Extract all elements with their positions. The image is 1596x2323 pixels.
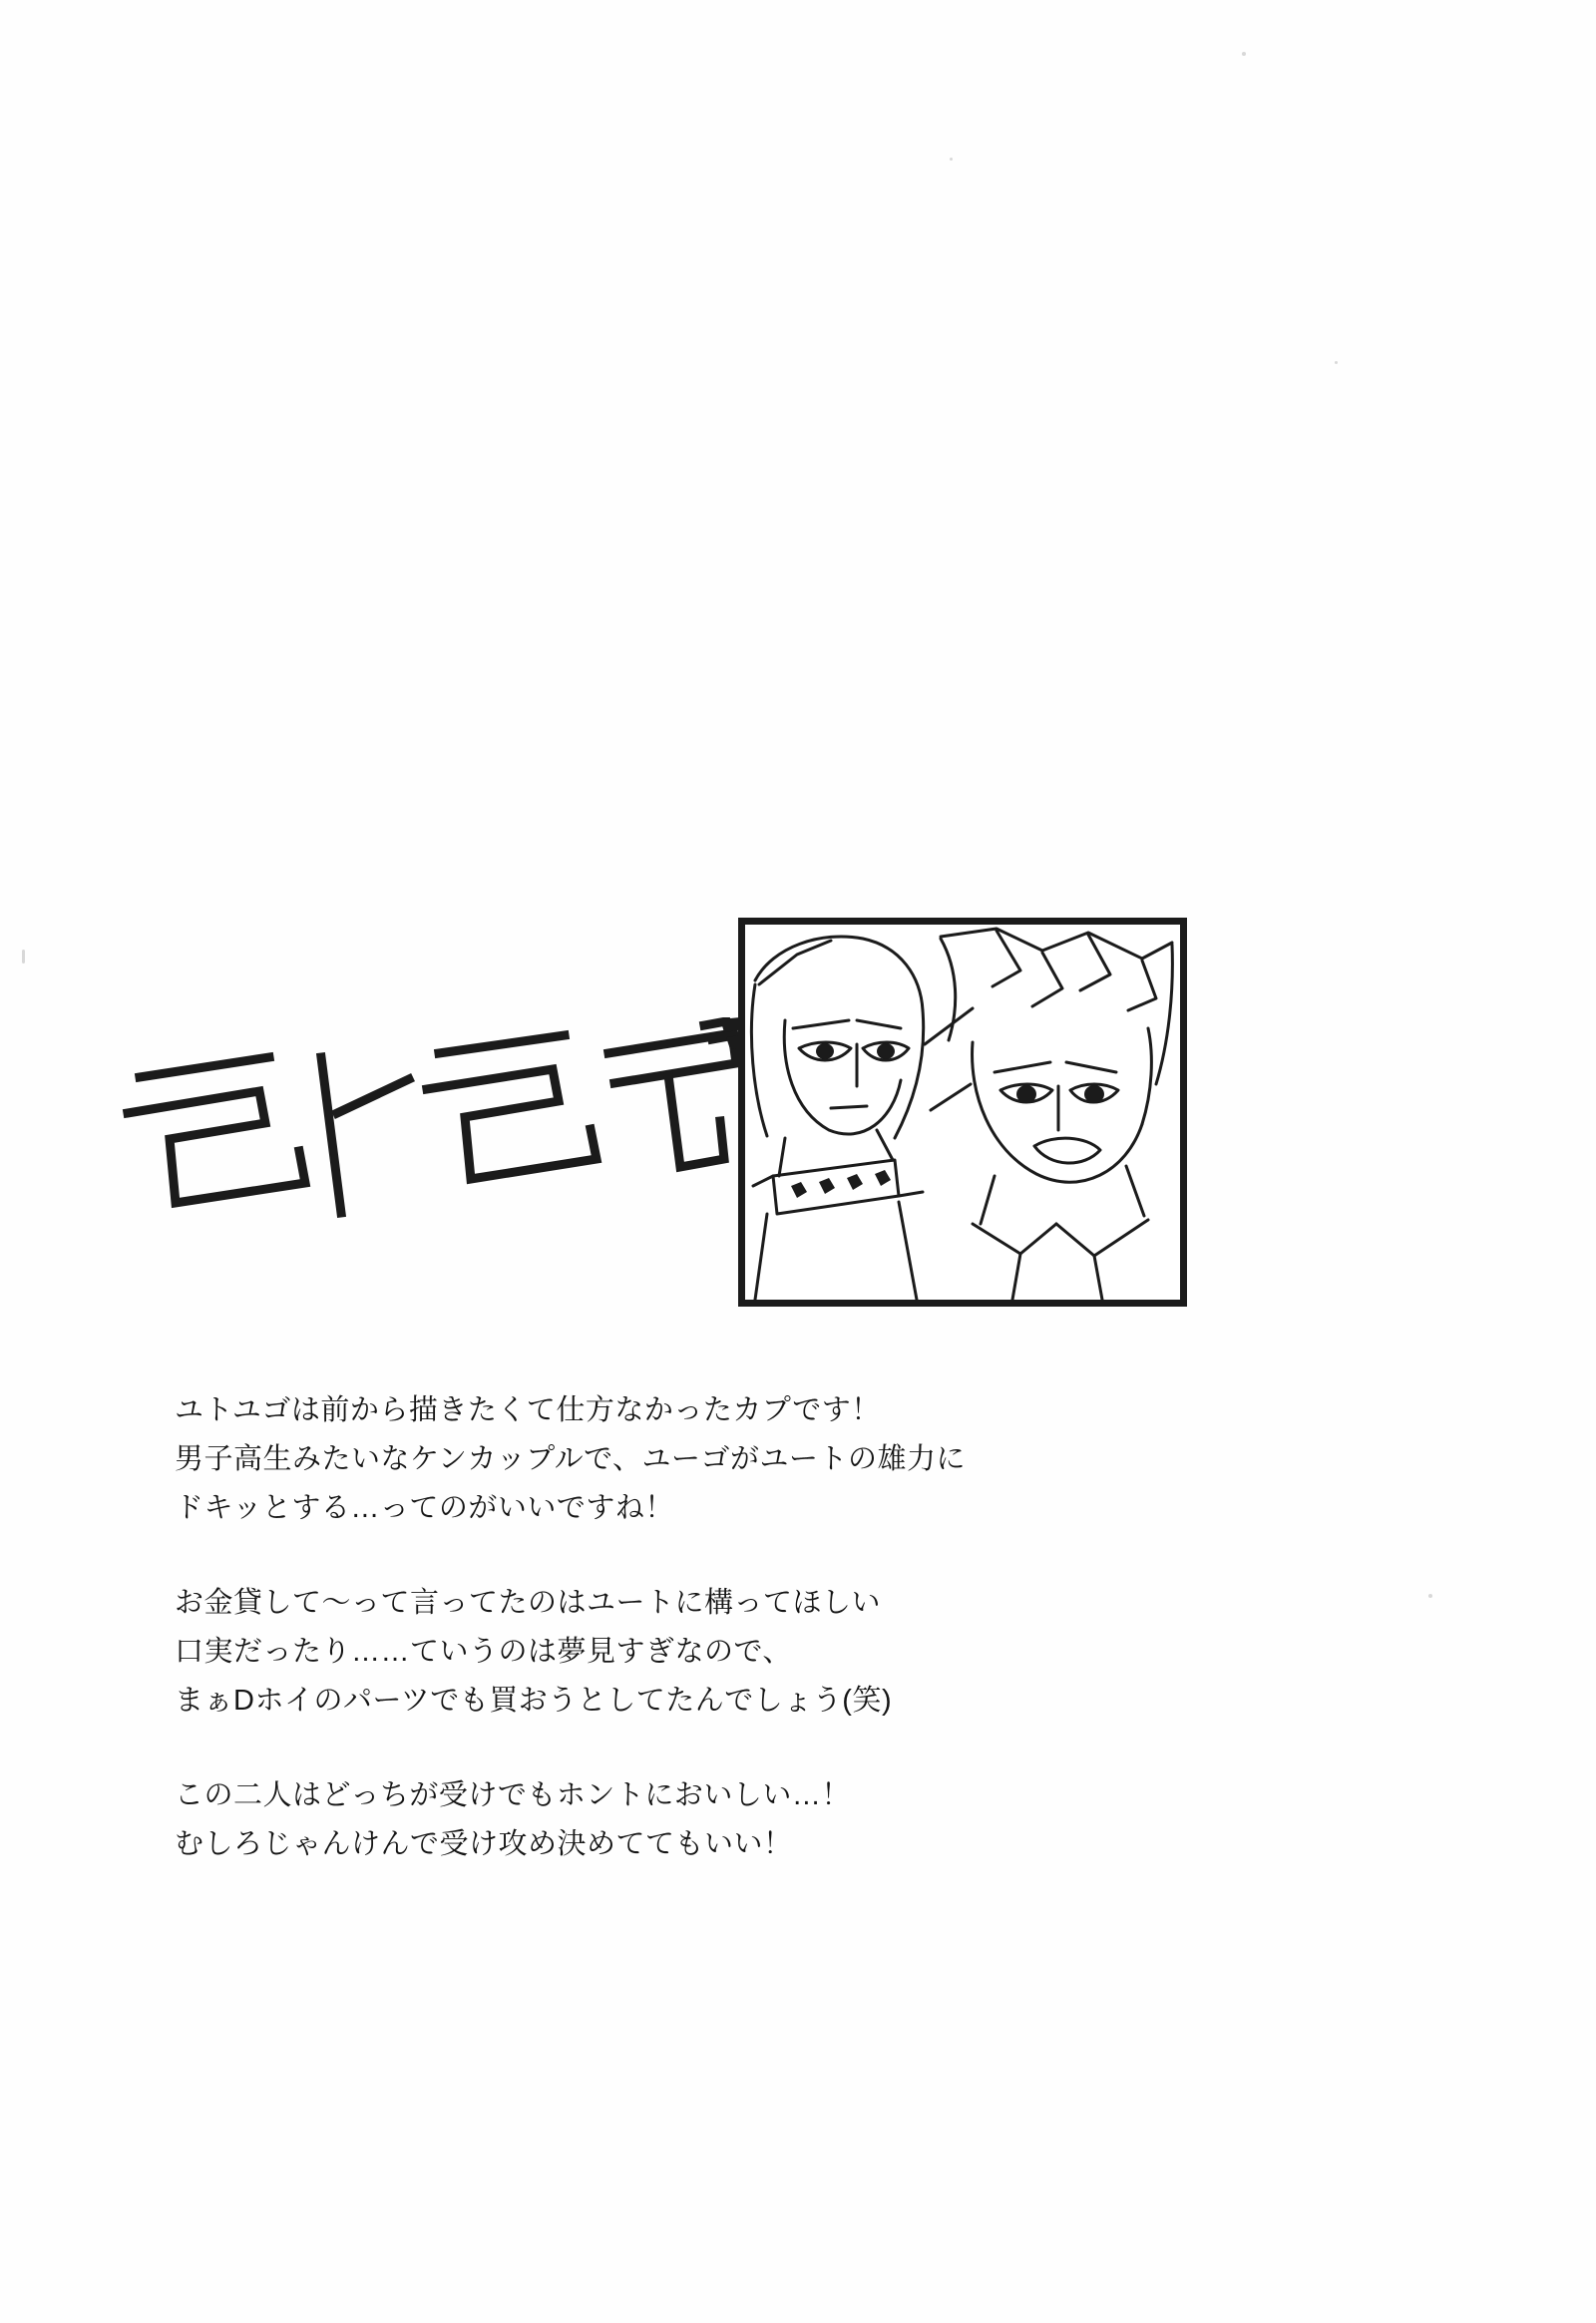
page-speck bbox=[22, 950, 25, 964]
title-logo-glyphs bbox=[110, 1017, 748, 1247]
afterword-line: お金貸して〜って言ってたのはユートに構ってほしい bbox=[175, 1587, 882, 1619]
page-speck bbox=[1242, 52, 1246, 56]
afterword-paragraph bbox=[175, 1579, 1322, 1726]
afterword-line: ユトユゴは前から描きたくて仕方なかったカプです！ bbox=[175, 1394, 881, 1426]
page-speck bbox=[1428, 1594, 1432, 1598]
afterword-text bbox=[175, 1386, 1322, 1869]
afterword-line: 男子高生みたいなケンカップルで、ユーゴがユートの雄力に bbox=[175, 1443, 967, 1475]
page-speck bbox=[1335, 361, 1338, 364]
page-speck bbox=[950, 158, 953, 161]
illustration-panel bbox=[738, 918, 1187, 1307]
afterword-paragraph bbox=[175, 1386, 1322, 1533]
afterword-line: この二人はどっちが受けでもホントにおいしい…！ bbox=[175, 1779, 851, 1811]
two-character-bust-illustration bbox=[745, 925, 1180, 1300]
afterword-line: 口実だったり……ていうのは夢見すぎなので、 bbox=[175, 1636, 792, 1668]
afterword-paragraph bbox=[175, 1771, 1322, 1869]
afterword-line: まぁDホイのパーツでも買おうとしてたんでしょう(笑) bbox=[175, 1685, 893, 1717]
title-logo bbox=[110, 1017, 748, 1247]
afterword-line: ドキッとする…ってのがいいですね！ bbox=[175, 1492, 674, 1524]
afterword-line: むしろじゃんけんで受け攻め決めててもいい！ bbox=[175, 1828, 793, 1860]
